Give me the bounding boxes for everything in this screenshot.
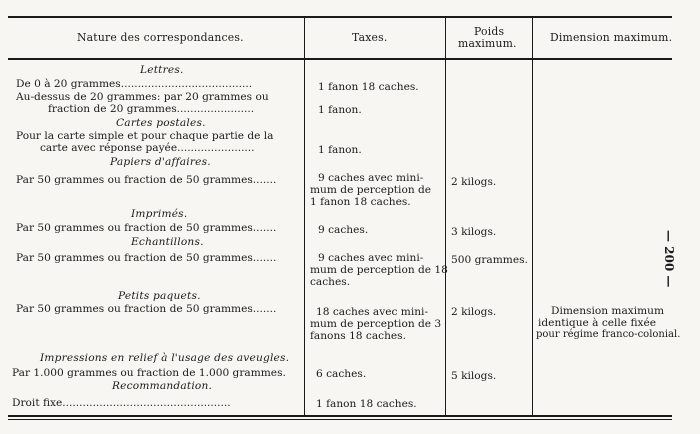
- row-nature: Par 50 grammes ou fraction de 50 grammes.......: [16, 252, 277, 264]
- section-papiers: Papiers d'affaires.: [110, 156, 211, 168]
- col-divider-1: [304, 18, 305, 415]
- row-dimension: identique à celle fixée: [538, 317, 657, 329]
- row-poids: 2 kilogs.: [451, 176, 497, 188]
- header-nature: Nature des correspondances.: [77, 31, 244, 44]
- row-taxe: 9 caches avec mini-: [318, 252, 424, 264]
- header-poids: Poids: [474, 25, 505, 38]
- row-nature: Par 50 grammes ou fraction de 50 grammes.......: [16, 303, 277, 315]
- section-paquets: Petits paquets.: [118, 290, 201, 302]
- row-nature: Droit fixe..................................................: [12, 397, 231, 409]
- row-taxe: mum de perception de 3: [310, 318, 442, 330]
- row-poids: 2 kilogs.: [451, 306, 497, 318]
- col-divider-3: [532, 18, 533, 415]
- row-dimension: pour régime franco-colonial.: [536, 329, 681, 340]
- row-nature: fraction de 20 grammes.......................: [48, 103, 255, 115]
- row-taxe: 18 caches avec mini-: [316, 306, 429, 318]
- row-nature: Par 50 grammes ou fraction de 50 grammes.......: [16, 222, 277, 234]
- row-taxe: 1 fanon.: [318, 144, 362, 156]
- row-dimension: Dimension maximum: [551, 305, 665, 317]
- row-nature: Par 1.000 grammes ou fraction de 1.000 grammes.: [12, 367, 286, 379]
- row-taxe: mum de perception de: [310, 184, 432, 196]
- bottom-rule-thin: [8, 419, 672, 420]
- row-nature: De 0 à 20 grammes.......................................: [16, 78, 253, 90]
- header-poids-2: maximum.: [458, 37, 517, 50]
- row-poids: 500 grammes.: [451, 254, 528, 266]
- section-impressions: Impressions en relief à l'usage des aveugles.: [40, 352, 290, 364]
- row-nature: Par 50 grammes ou fraction de 50 grammes.......: [16, 174, 277, 186]
- row-taxe: caches.: [310, 276, 351, 288]
- bottom-rule: [8, 415, 672, 417]
- header-taxes: Taxes.: [352, 31, 388, 44]
- row-taxe: 9 caches avec mini-: [318, 172, 424, 184]
- section-cartes: Cartes postales.: [116, 117, 206, 129]
- header-dimension: Dimension maximum.: [550, 31, 673, 44]
- row-taxe: 1 fanon.: [318, 104, 362, 116]
- row-taxe: 9 caches.: [318, 224, 369, 236]
- top-rule: [8, 16, 672, 18]
- row-taxe: 1 fanon 18 caches.: [316, 398, 417, 410]
- page-number: — 200 —: [662, 230, 676, 288]
- row-taxe: 1 fanon 18 caches.: [318, 81, 419, 93]
- header-rule: [8, 58, 672, 60]
- row-nature: Pour la carte simple et pour chaque partie de la: [16, 130, 274, 142]
- row-nature: carte avec réponse payée.......................: [40, 142, 255, 154]
- row-poids: 5 kilogs.: [451, 370, 497, 382]
- row-nature: Au-dessus de 20 grammes: par 20 grammes ou: [16, 91, 269, 103]
- section-echantillons: Echantillons.: [131, 236, 204, 248]
- row-taxe: fanons 18 caches.: [310, 330, 406, 342]
- section-lettres: Lettres.: [140, 64, 184, 76]
- section-recommandation: Recommandation.: [112, 380, 213, 392]
- row-poids: 3 kilogs.: [451, 226, 497, 238]
- col-divider-2: [445, 18, 446, 415]
- row-taxe: 1 fanon 18 caches.: [310, 196, 411, 208]
- section-imprimes: Imprimés.: [131, 208, 188, 220]
- row-taxe: 6 caches.: [316, 368, 367, 380]
- row-taxe: mum de perception de 18: [310, 264, 448, 276]
